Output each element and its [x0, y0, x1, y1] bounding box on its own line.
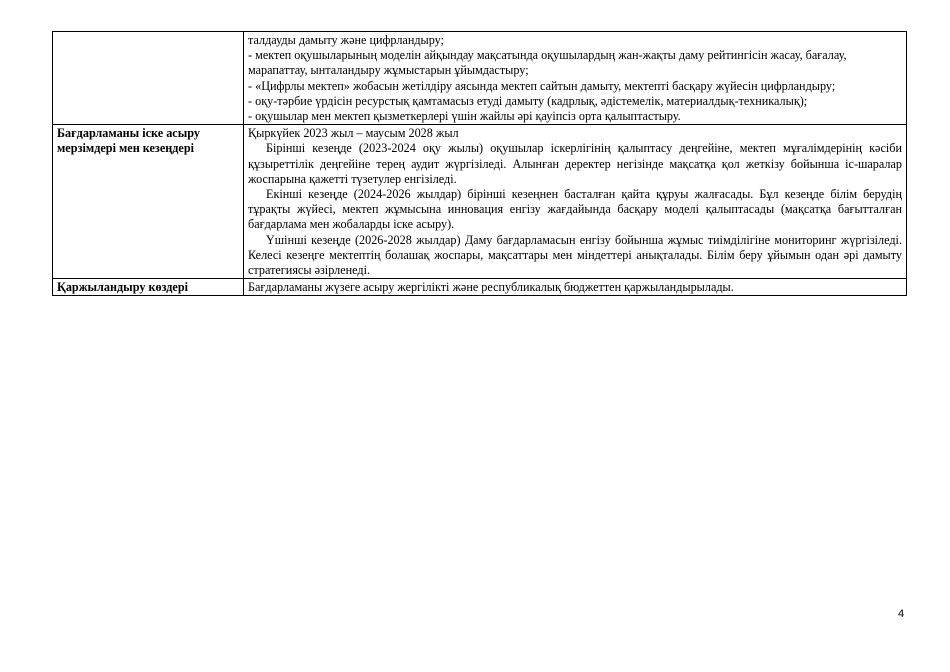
table-row-goals-continued [53, 32, 907, 125]
goal-line: - оқу-тәрбие үрдісін ресурстық қамтамасыз етуді дамыту (кадрлық, әдістемелік, материалдық-техникалық); [248, 93, 808, 108]
funding-text: Бағдарламаны жүзеге асыру жергілікті және республикалық бюджеттен қаржыландырылады. [244, 279, 907, 296]
table-row-stages [53, 125, 907, 279]
goal-line: - «Цифрлы мектеп» жобасын жетілдіру аясында мектеп сайтын дамыту, мектепті басқару жүйесін цифрландыру; [248, 78, 836, 93]
program-table [52, 31, 907, 296]
goal-line: талдауды дамыту және цифрландыру; [248, 33, 444, 47]
goals-cell [244, 32, 907, 125]
page-number: 4 [898, 608, 905, 620]
goal-line: - мектеп оқушыларының моделін айқындау мақсатында оқушылардың жан-жақты даму рейтингісін жасау, бағалау, марапаттау, ынталандыру жұмыстарын ұйымдастыру; [248, 48, 847, 78]
stage-paragraph-2: Екінші кезеңде (2024-2026 жылдар) бірінші кезеңнен басталған қайта құруы жалғасады. Бұл кезеңде білім берудің тұрақты жүйесі, мектеп жұмысына инновация енгізу жағдайында басқару моделі қалыптасады (мақсатқа бағытталған бағдарлама мен жобаларды іске асыру). [248, 187, 902, 232]
stage-paragraph-1: Бірінші кезеңде (2023-2024 оқу жылы) оқушылар іскерлігінің қалыптасу деңгейіне, мектеп мұғалімдерінің кәсіби құзыреттілік деңгейіне терең аудит жүргізіледі. Алынған деректер негізінде мақсатқа қол жеткізу бойынша іс-шаралар жоспарына қажетті түзетулер енгізіледі. [248, 141, 902, 186]
stages-label: Бағдарламаны іске асыру мерзімдері мен кезеңдері [53, 125, 244, 279]
funding-label: Қаржыландыру көздері [53, 279, 244, 296]
table-row-funding [53, 279, 907, 296]
row-label-empty [53, 32, 244, 125]
stages-cell [244, 125, 907, 279]
period-text: Қыркүйек 2023 жыл – маусым 2028 жыл [248, 126, 459, 141]
stage-paragraph-3: Үшінші кезеңде (2026-2028 жылдар) Даму бағдарламасын енгізу бойынша жұмыс тиімділігіне мониторинг жүргізіледі. Келесі кезеңге мектептің болашақ жоспары, мақсаттары мен міндеттері анықталады. Білім беру ұйымын одан әрі дамыту стратегиясы әзірленеді. [248, 232, 902, 278]
goal-line: - оқушылар мен мектеп қызметкерлері үшін жайлы әрі қауіпсіз орта қалыптастыру. [248, 109, 681, 124]
